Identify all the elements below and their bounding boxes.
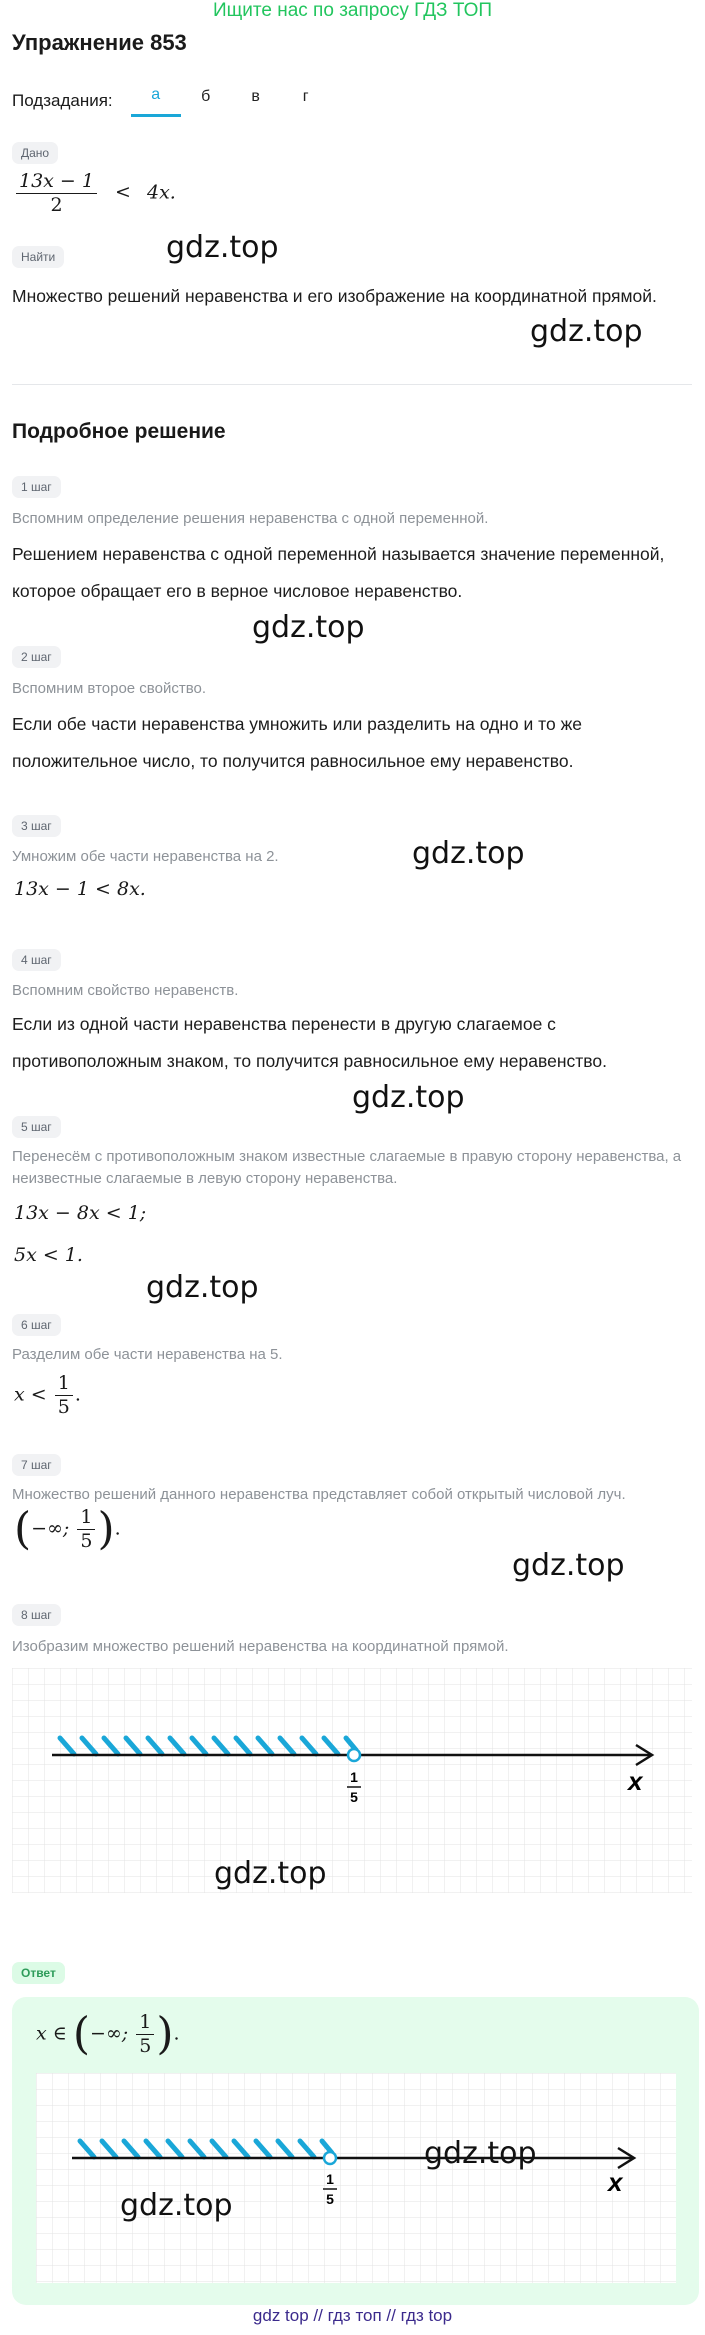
answer-interval-left: −∞;: [90, 2022, 129, 2045]
step-5-hint: Перенесём с противоположным знаком известные слагаемые в правую сторону неравенства, а неизвестные слагаемые в левую сторону неравенства.: [12, 1148, 682, 1187]
watermark: gdz.top: [352, 1080, 465, 1115]
step-7-label: 7 шаг: [12, 1454, 61, 1476]
divider: [12, 384, 692, 385]
step-7-end: .: [114, 1517, 121, 1540]
step-4-label: 4 шаг: [12, 949, 61, 971]
step-6-formula: [14, 1372, 81, 1419]
step-1-text: Решением неравенства с одной переменной называется значение переменной, которое обращает его в верное числовое неравенство.: [12, 544, 665, 601]
find-text: Множество решений неравенства и его изображение на координатной прямой.: [12, 286, 657, 306]
answer-num: 1: [136, 2011, 154, 2035]
watermark: gdz.top: [530, 314, 643, 349]
watermark: gdz.top: [166, 230, 279, 265]
subtask-tab-b[interactable]: б: [201, 87, 211, 105]
step-4-text: Если из одной части неравенства перенести в другую слагаемое с противоположным знаком, то получится равносильное ему неравенство.: [12, 1014, 607, 1071]
step-6-left: x <: [14, 1383, 47, 1406]
step-5-label: 5 шаг: [12, 1116, 61, 1138]
step-2-hint: Вспомним второе свойство.: [12, 680, 207, 697]
given-numerator: 13x − 1: [16, 170, 97, 194]
subtask-tab-g[interactable]: г: [302, 87, 309, 105]
answer-point-den: 5: [326, 2191, 334, 2207]
answer-left: x ∈: [36, 2022, 67, 2045]
step-4-hint: Вспомним свойство неравенств.: [12, 982, 239, 999]
point-den: 5: [350, 1789, 358, 1805]
step-7-left: −∞;: [31, 1517, 70, 1540]
step-2-text: Если обе части неравенства умножить или разделить на одно и то же положительное число, то получится равносильное ему неравенство.: [12, 714, 583, 771]
answer-formula: x ∈ (−∞; $\frac{1}{5}$ ).: [36, 2008, 180, 2060]
step-6-den: 5: [57, 1395, 70, 1418]
answer-point-num: 1: [326, 2171, 334, 2187]
answer-box: [12, 1997, 699, 2305]
watermark: gdz.top: [512, 1548, 625, 1583]
step-6-hint: Разделим обе части неравенства на 5.: [12, 1346, 283, 1363]
watermark: gdz.top: [120, 2188, 233, 2223]
top-search-link[interactable]: Ищите нас по запросу ГДЗ ТОП: [212, 0, 493, 21]
step-5-formula-2: 5x < 1.: [14, 1244, 83, 1266]
answer-den: 5: [139, 2034, 152, 2057]
step-7-num: 1: [77, 1506, 95, 1530]
answer-number-line-svg: [36, 2073, 676, 2283]
watermark: gdz.top: [412, 836, 525, 871]
answer-label: Ответ: [12, 1962, 65, 1984]
number-line-svg: [12, 1668, 692, 1893]
step-6-label: 6 шаг: [12, 1314, 61, 1336]
step-7-hint: Множество решений данного неравенства представляет собой открытый числовой луч.: [12, 1486, 626, 1503]
open-point: [348, 1749, 360, 1761]
footer-links[interactable]: gdz top // гдз топ // гдз top: [252, 2306, 453, 2325]
step-8-label: 8 шаг: [12, 1604, 61, 1626]
point-num: 1: [350, 1769, 358, 1785]
subtasks-label: Подзадания:: [12, 90, 113, 110]
step-1-label: 1 шаг: [12, 476, 61, 498]
answer-number-line: [36, 2073, 676, 2283]
step-6-end: .: [74, 1383, 81, 1406]
solution-title: Подробное решение: [12, 420, 226, 443]
given-label: Дано: [12, 142, 58, 164]
step-3-hint: Умножим обе части неравенства на 2.: [12, 848, 279, 865]
given-formula: [14, 170, 176, 217]
given-right: 4x.: [147, 181, 176, 204]
page-title: Упражнение 853: [12, 30, 187, 55]
subtasks-bar: [12, 84, 331, 117]
axis-label: x: [628, 1766, 643, 1796]
given-relation: <: [115, 181, 131, 204]
watermark: gdz.top: [424, 2136, 537, 2171]
number-line-figure: [12, 1668, 692, 1893]
step-6-num: 1: [55, 1372, 73, 1396]
step-3-label: 3 шаг: [12, 815, 61, 837]
find-label: Найти: [12, 246, 64, 268]
watermark: gdz.top: [252, 610, 365, 645]
step-8-hint: Изобразим множество решений неравенства на координатной прямой.: [12, 1638, 509, 1655]
step-1-hint: Вспомним определение решения неравенства с одной переменной.: [12, 510, 489, 527]
subtask-tab-a[interactable]: а: [131, 84, 181, 117]
subtask-tab-v[interactable]: в: [251, 87, 260, 105]
answer-open-point: [324, 2152, 336, 2164]
step-5-formula-1: 13x − 8x < 1;: [14, 1202, 147, 1224]
watermark: gdz.top: [214, 1856, 327, 1891]
answer-axis-label: x: [608, 2167, 623, 2197]
step-7-den: 5: [80, 1529, 93, 1552]
step-3-formula: 13x − 1 < 8x.: [14, 878, 146, 900]
answer-end: .: [173, 2022, 180, 2045]
given-denominator: 2: [50, 193, 63, 216]
step-2-label: 2 шаг: [12, 646, 61, 668]
step-7-formula: (−∞; $\frac{1}{5}$ ).: [14, 1503, 121, 1555]
watermark: gdz.top: [146, 1270, 259, 1305]
